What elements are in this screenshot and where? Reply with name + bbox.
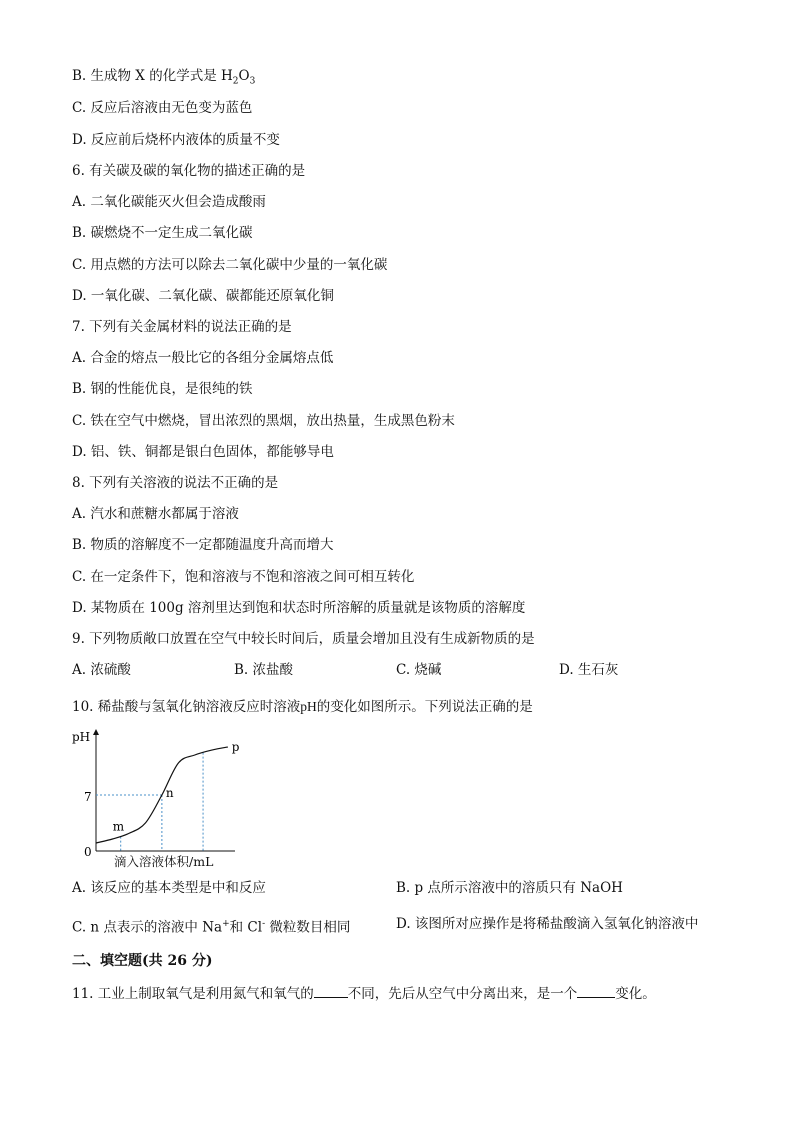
q8-option-c: C. 在一定条件下，饱和溶液与不饱和溶液之间可相互转化 [72, 569, 415, 585]
q11-blank-2[interactable] [577, 983, 615, 998]
section-2-heading: 二、填空题(共 26 分) [72, 953, 213, 969]
question-9: 9. 下列物质敞口放置在空气中较长时间后，质量会增加且没有生成新物质的是 [72, 631, 535, 647]
y-axis-label: pH [72, 730, 91, 744]
q10c-text-post: 微粒数目相同 [265, 919, 351, 936]
q10c-superscript-plus: + [222, 919, 230, 929]
ph-curve-chart [70, 726, 240, 871]
point-label-n: n [165, 786, 174, 800]
q10-option-a: A. 该反应的基本类型是中和反应 [72, 880, 266, 896]
q11-text-mid: 不同，先后从空气中分离出来，是一个 [347, 986, 578, 1002]
q9-options [72, 660, 732, 680]
q8-option-d: D. 某物质在 100g 溶剂里达到饱和状态时所溶解的质量就是该物质的溶解度 [72, 600, 526, 616]
question-8: 8. 下列有关溶液的说法不正确的是 [72, 475, 279, 491]
q7-option-d: D. 铝、铁、铜都是银白色固体，都能够导电 [72, 444, 334, 460]
q10-stem-post: 的变化如图所示。下列说法正确的是 [316, 699, 533, 715]
origin-label: 0 [84, 845, 92, 859]
q6-option-c: C. 用点燃的方法可以除去二氧化碳中少量的一氧化碳 [72, 257, 388, 273]
q5b-text: B. 生成物 X 的化学式是 H [72, 68, 233, 84]
question-7: 7. 下列有关金属材料的说法正确的是 [72, 319, 292, 335]
q5-option-d: D. 反应前后烧杯内液体的质量不变 [72, 132, 280, 148]
q11-blank-1[interactable] [314, 983, 348, 998]
q9-option-a: A. 浓硫酸 [72, 662, 131, 678]
q10c-text-mid: 和 Cl [229, 919, 263, 936]
point-label-p: p [231, 740, 240, 754]
q11-text-pre: 11. 工业上制取氧气是利用氮气和氧气的 [72, 986, 314, 1002]
q10-ph-symbol: pH [300, 699, 317, 714]
point-label-m: m [112, 819, 125, 834]
q5b-subscript-1: 2 [232, 76, 239, 87]
q6-option-a: A. 二氧化碳能灭火但会造成酸雨 [72, 194, 266, 210]
q7-option-a: A. 合金的熔点一般比它的各组分金属熔点低 [72, 350, 334, 366]
q6-option-d: D. 一氧化碳、二氧化碳、碳都能还原氧化铜 [72, 288, 334, 304]
q5-option-b [72, 66, 255, 92]
q9-option-c: C. 烧碱 [396, 662, 442, 678]
q7-option-c: C. 铁在空气中燃烧，冒出浓烈的黑烟，放出热量，生成黑色粉末 [72, 413, 455, 429]
q10-option-c [72, 914, 350, 938]
question-11 [72, 983, 656, 1004]
x-axis-label: 滴入溶液体积/mL [114, 854, 214, 869]
y-tick-label-7: 7 [84, 790, 92, 804]
q10-option-d: D. 该图所对应操作是将稀盐酸滴入氢氧化钠溶液中 [396, 916, 699, 932]
q5-option-c: C. 反应后溶液由无色变为蓝色 [72, 100, 253, 116]
q10-option-b: B. p 点所示溶液中的溶质只有 NaOH [396, 880, 623, 896]
question-10 [72, 697, 533, 717]
q10c-text-pre: C. n 点表示的溶液中 Na [72, 919, 223, 936]
q8-option-b: B. 物质的溶解度不一定都随温度升高而增大 [72, 537, 334, 553]
q9-option-d: D. 生石灰 [559, 662, 619, 678]
q6-option-b: B. 碳燃烧不一定生成二氧化碳 [72, 225, 253, 241]
q11-text-post: 变化。 [615, 986, 656, 1002]
q7-option-b: B. 钢的性能优良，是很纯的铁 [72, 381, 253, 397]
question-6: 6. 有关碳及碳的氧化物的描述正确的是 [72, 163, 306, 179]
q5b-subscript-2: 3 [249, 76, 256, 87]
q9-option-b: B. 浓盐酸 [234, 662, 294, 678]
q10-stem-pre: 10. 稀盐酸与氢氧化钠溶液反应时溶液 [72, 699, 301, 715]
q5b-text-o: O [238, 68, 250, 84]
q8-option-a: A. 汽水和蔗糖水都属于溶液 [72, 506, 239, 522]
q10c-superscript-minus: - [262, 919, 266, 929]
